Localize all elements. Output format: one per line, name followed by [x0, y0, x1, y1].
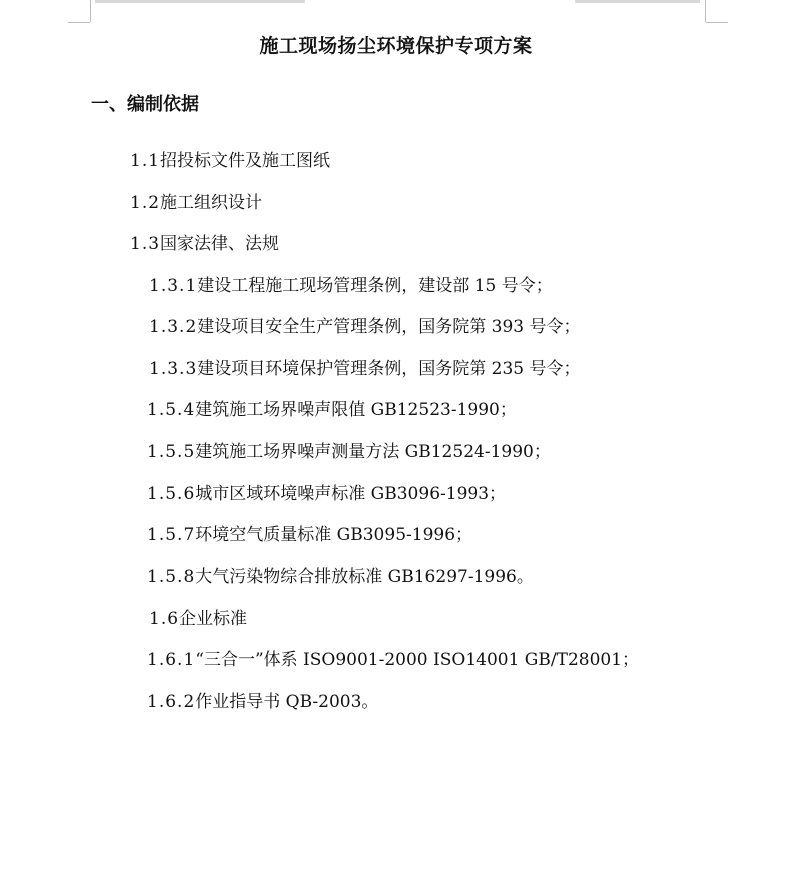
item-text: 建筑施工场界噪声测量方法 GB12524-1990；	[195, 442, 551, 462]
crop-mark-top-left-vertical	[90, 0, 91, 22]
header-remnant-right	[575, 0, 700, 3]
item-number: 1.5.8	[147, 567, 196, 587]
item-number: 1.6.1	[147, 650, 196, 670]
item-text: 建设项目环境保护管理条例，国务院第 235 号令；	[197, 359, 581, 379]
item-text: 招投标文件及施工图纸	[160, 151, 331, 171]
list-item	[149, 357, 581, 381]
item-text: 建设项目安全生产管理条例，国务院第 393 号令；	[197, 317, 581, 337]
list-item	[149, 274, 553, 298]
list-item	[130, 191, 262, 215]
item-number: 1.3.2	[149, 317, 198, 337]
crop-mark-top-right-vertical	[705, 0, 706, 22]
item-text: 大气污染物综合排放标准 GB16297-1996。	[195, 567, 534, 587]
item-text: 建设工程施工现场管理条例，建设部 15 号令；	[197, 276, 553, 296]
item-text: 环境空气质量标准 GB3095-1996；	[195, 525, 473, 545]
item-number: 1.2	[130, 193, 161, 213]
item-number: 1.5.6	[147, 484, 196, 504]
list-item	[147, 690, 378, 714]
crop-mark-top-left-horizontal	[68, 22, 90, 23]
item-number: 1.5.4	[147, 400, 196, 420]
item-text: 国家法律、法规	[160, 234, 280, 254]
item-number: 1.3	[130, 234, 161, 254]
list-item	[147, 398, 517, 422]
list-item	[147, 565, 534, 589]
document-title: 施工现场扬尘环境保护专项方案	[259, 35, 533, 57]
list-item	[147, 648, 639, 672]
item-number: 1.3.3	[149, 359, 198, 379]
item-number: 1.3.1	[149, 276, 198, 296]
item-text: 建筑施工场界噪声限值 GB12523-1990；	[195, 400, 517, 420]
list-item	[149, 315, 581, 339]
item-number: 1.1	[130, 151, 161, 171]
section-heading: 一、编制依据	[91, 94, 199, 115]
item-text: “三合一”体系 ISO9001-2000 ISO14001 GB/T28001；	[195, 650, 640, 670]
list-item	[149, 607, 247, 631]
item-text: 作业指导书 QB-2003。	[195, 692, 379, 712]
list-item	[130, 149, 330, 173]
item-number: 1.6	[149, 609, 180, 629]
header-remnant-left	[95, 0, 305, 3]
item-text: 施工组织设计	[160, 193, 263, 213]
list-item	[130, 232, 279, 256]
item-number: 1.5.5	[147, 442, 196, 462]
list-item	[147, 482, 506, 506]
item-number: 1.6.2	[147, 692, 196, 712]
item-number: 1.5.7	[147, 525, 196, 545]
crop-mark-top-right-horizontal	[706, 22, 728, 23]
item-text: 企业标准	[179, 609, 248, 629]
list-item	[147, 523, 472, 547]
list-item	[147, 440, 551, 464]
item-text: 城市区域环境噪声标准 GB3096-1993；	[195, 484, 507, 504]
